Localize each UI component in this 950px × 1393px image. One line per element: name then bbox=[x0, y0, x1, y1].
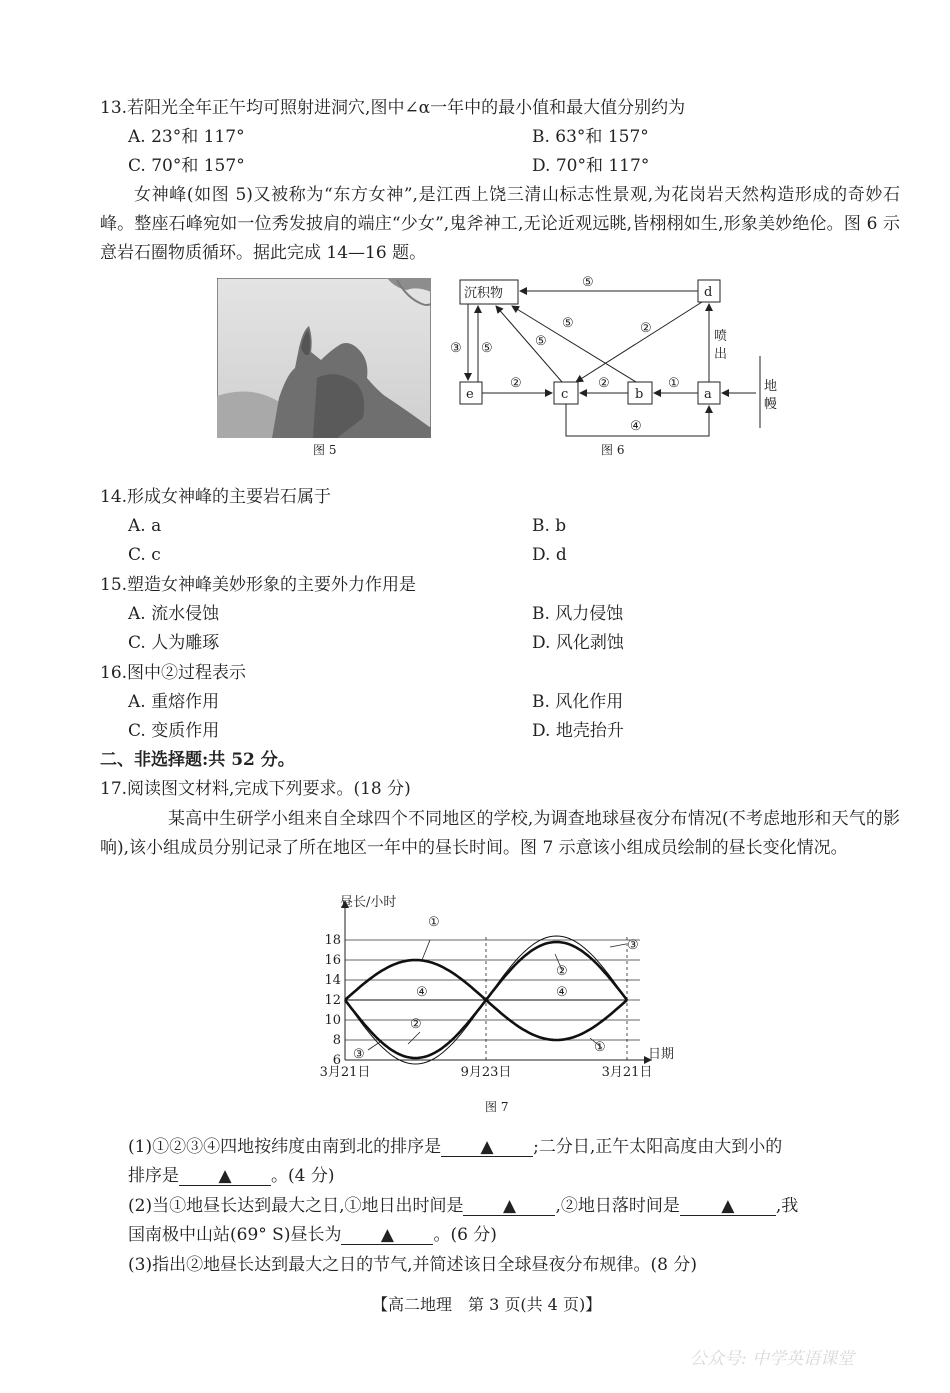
q17-part3: (3)指出②地昼长达到最大之日的节气,并简述该日全球昼夜分布规律。(8 分) bbox=[128, 1255, 697, 1275]
q14-option-d: D. d bbox=[532, 545, 567, 565]
num-a-b-1: ① bbox=[668, 376, 680, 391]
answer-blank-4[interactable]: ▲ bbox=[680, 1197, 776, 1216]
num-top-5: ⑤ bbox=[582, 275, 594, 290]
q14-option-b: B. b bbox=[532, 516, 567, 536]
q15-option-a: A. 流水侵蚀 bbox=[128, 604, 220, 624]
series-label-4b: ④ bbox=[556, 985, 568, 1000]
answer-blank-3[interactable]: ▲ bbox=[463, 1197, 555, 1216]
label-mantle-1: 地 bbox=[764, 379, 778, 394]
series-label-3a: ③ bbox=[353, 1047, 365, 1062]
leader-3a bbox=[368, 1042, 380, 1050]
q17-material: 某高中生研学小组来自全球四个不同地区的学校,为调查地球昼夜分布情况(不考虑地形和天气的影响),该小组成员分别记录了所在地区一年中的昼长时间。图 7 示意该小组成员绘制的昼长变化情况。 bbox=[100, 809, 900, 858]
num-left-3: ③ bbox=[450, 341, 462, 356]
q16-stem: 16.图中②过程表示 bbox=[100, 663, 247, 683]
q16-option-d: D. 地壳抬升 bbox=[532, 721, 624, 741]
q17-part1-line1: (1)①②③④四地按纬度由南到北的排序是 ▲ ;二分日,正午太阳高度由大到小的 bbox=[128, 1137, 783, 1157]
q16-option-c: C. 变质作用 bbox=[128, 721, 220, 741]
num-left-5: ⑤ bbox=[481, 341, 493, 356]
label-d: d bbox=[704, 285, 713, 300]
watermark: 公众号: 中学英语课堂 bbox=[690, 1349, 855, 1369]
num-b-c-2: ② bbox=[598, 376, 610, 391]
page-footer: 【高二地理 第 3 页(共 4 页)】 bbox=[372, 1295, 602, 1314]
num-bottom-4: ④ bbox=[630, 419, 642, 434]
y-tick-10: 10 bbox=[324, 1013, 341, 1028]
y-tick-12: 12 bbox=[324, 993, 341, 1008]
q13-option-c: C. 70°和 157° bbox=[128, 156, 245, 176]
q13-option-d: D. 70°和 117° bbox=[532, 156, 650, 176]
answer-blank-5[interactable]: ▲ bbox=[341, 1226, 433, 1245]
q16-option-a: A. 重熔作用 bbox=[128, 692, 220, 712]
x-axis-label: 日期 bbox=[648, 1047, 675, 1062]
num-diag-2: ② bbox=[640, 321, 652, 336]
q14-stem: 14.形成女神峰的主要岩石属于 bbox=[100, 487, 332, 507]
figure-6-rock-cycle bbox=[450, 272, 790, 440]
x-tick-2: 3月21日 bbox=[601, 1065, 653, 1080]
x-tick-1: 9月23日 bbox=[460, 1065, 512, 1080]
x-tick-0: 3月21日 bbox=[319, 1065, 371, 1080]
q15-option-c: C. 人为雕琢 bbox=[128, 633, 220, 653]
series-label-3b: ③ bbox=[627, 938, 639, 953]
leader-1a bbox=[422, 940, 430, 960]
leader-2a bbox=[408, 1032, 420, 1044]
q15-stem: 15.塑造女神峰美妙形象的主要外力作用是 bbox=[100, 575, 417, 595]
q16-option-b: B. 风化作用 bbox=[532, 692, 624, 712]
series-label-2a: ② bbox=[410, 1017, 422, 1032]
num-e-c-2: ② bbox=[510, 376, 522, 391]
label-erupt-2: 出 bbox=[714, 347, 728, 362]
answer-blank-2[interactable]: ▲ bbox=[179, 1167, 271, 1186]
q15-option-d: D. 风化剥蚀 bbox=[532, 633, 624, 653]
series-label-1a: ① bbox=[428, 915, 440, 930]
y-tick-6: 6 bbox=[332, 1053, 341, 1068]
series-label-2b: ② bbox=[556, 964, 568, 979]
label-sediment: 沉积物 bbox=[464, 286, 504, 301]
q13-option-a: A. 23°和 117° bbox=[128, 127, 245, 147]
label-e: e bbox=[466, 387, 474, 402]
series-label-1b: ① bbox=[594, 1040, 606, 1055]
intro-paragraph: 女神峰(如图 5)又被称为“东方女神”,是江西上饶三清山标志性景观,为花岗岩天然构造形成的奇妙石峰。整座石峰宛如一位秀发披肩的端庄“少女”,鬼斧神工,无论近观远眺,皆栩栩如生,形象美妙绝伦。图 6 示意岩石圈物质循环。据此完成 14—16 题。 bbox=[100, 185, 900, 263]
label-erupt-1: 喷 bbox=[714, 329, 728, 344]
y-axis-label: 昼长/小时 bbox=[340, 895, 397, 910]
label-a: a bbox=[704, 387, 712, 402]
q17-part2-line1: (2)当①地昼长达到最大之日,①地日出时间是 ▲ ,②地日落时间是 ▲ ,我 bbox=[128, 1196, 799, 1216]
label-c: c bbox=[561, 387, 569, 402]
leader-3b bbox=[610, 944, 626, 947]
y-tick-16: 16 bbox=[324, 953, 341, 968]
q17-part2-line2: 国南极中山站(69° S)昼长为 ▲ 。(6 分) bbox=[128, 1225, 497, 1245]
figure-6-caption: 图 6 bbox=[601, 443, 625, 457]
figure-7-caption: 图 7 bbox=[485, 1100, 509, 1114]
q13-stem: 13.若阳光全年正午均可照射进洞穴,图中∠α一年中的最小值和最大值分别约为 bbox=[100, 98, 686, 118]
label-mantle-2: 幔 bbox=[764, 397, 778, 412]
figure-5-photo bbox=[217, 278, 431, 438]
label-b: b bbox=[635, 387, 644, 402]
q17-stem: 17.阅读图文材料,完成下列要求。(18 分) bbox=[100, 779, 411, 799]
num-diag-5b: ⑤ bbox=[535, 334, 547, 349]
answer-blank-1[interactable]: ▲ bbox=[441, 1138, 533, 1157]
series-label-4a: ④ bbox=[416, 985, 428, 1000]
figure-7-daylength-chart bbox=[300, 894, 690, 1094]
y-tick-18: 18 bbox=[324, 933, 341, 948]
q14-option-c: C. c bbox=[128, 545, 161, 565]
q15-option-b: B. 风力侵蚀 bbox=[532, 604, 624, 624]
figure-5-caption: 图 5 bbox=[313, 443, 337, 457]
section-2-heading: 二、非选择题:共 52 分。 bbox=[100, 750, 295, 770]
y-tick-14: 14 bbox=[324, 973, 341, 988]
q17-part1-line2: 排序是 ▲ 。(4 分) bbox=[128, 1166, 335, 1186]
q13-option-b: B. 63°和 157° bbox=[532, 127, 649, 147]
num-diag-5a: ⑤ bbox=[562, 316, 574, 331]
y-tick-8: 8 bbox=[332, 1033, 341, 1048]
q14-option-a: A. a bbox=[128, 516, 162, 536]
